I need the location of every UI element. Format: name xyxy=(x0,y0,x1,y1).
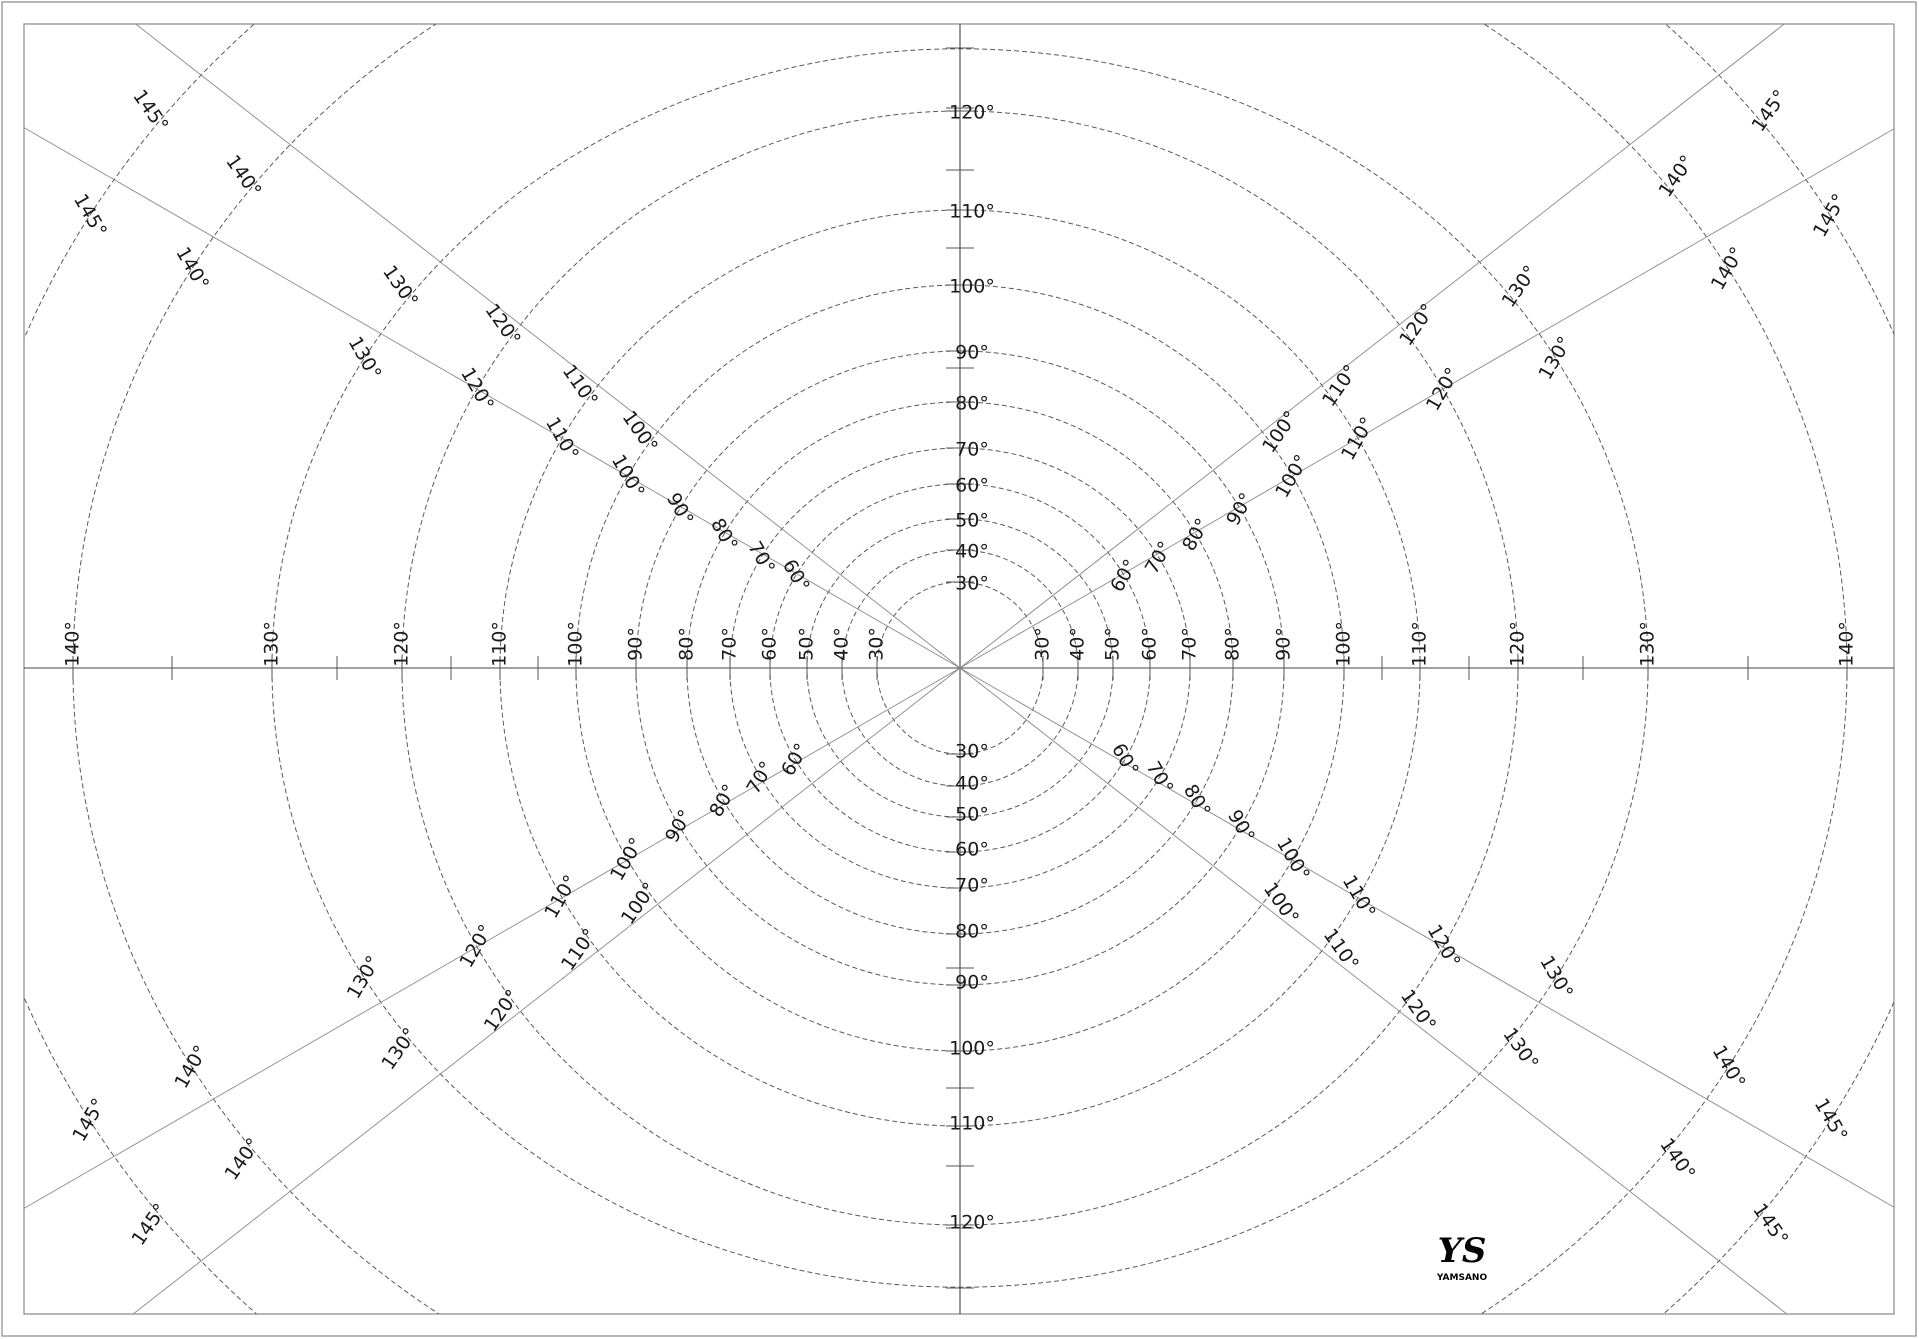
h-label-left-70: 70° xyxy=(718,627,741,661)
v-label-top-80: 80° xyxy=(955,392,989,415)
diag-a-150-110: 110° xyxy=(541,413,584,465)
diag-b-218-145: 145° xyxy=(127,1199,172,1250)
h-label-right-90: 90° xyxy=(1272,627,1295,661)
diag-a-30-70: 70° xyxy=(1140,537,1177,578)
diag-a-330-60: 60° xyxy=(1107,739,1143,780)
diag-b-142-130: 130° xyxy=(378,261,423,312)
v-label-top-60: 60° xyxy=(955,474,989,497)
v-label-bottom-50: 50° xyxy=(955,803,989,826)
h-label-left-100: 100° xyxy=(564,621,587,667)
h-label-left-80: 80° xyxy=(675,627,698,661)
h-label-right-100: 100° xyxy=(1332,621,1355,667)
v-label-top-40: 40° xyxy=(955,540,989,563)
diag-a-150-140: 140° xyxy=(171,243,214,294)
diag-a-30-80: 80° xyxy=(1178,514,1214,555)
h-label-right-60: 60° xyxy=(1138,627,1161,661)
logo xyxy=(1436,1231,1488,1283)
diag-a-150-90: 90° xyxy=(661,489,698,530)
diag-a-150-100: 100° xyxy=(606,450,649,502)
diag-a-210-140: 140° xyxy=(170,1041,213,1093)
h-label-right-130: 130° xyxy=(1636,621,1659,667)
diag-a-210-70: 70° xyxy=(742,757,779,798)
h-label-left-90: 90° xyxy=(624,627,647,661)
diag-a-30-100: 100° xyxy=(1271,450,1314,502)
diag-a-150-80: 80° xyxy=(706,514,742,555)
diag-b-218-140: 140° xyxy=(220,1134,265,1185)
v-label-top-70: 70° xyxy=(955,438,989,461)
v-label-top-100: 100° xyxy=(949,275,995,298)
diag-a-210-120: 120° xyxy=(455,920,498,972)
v-label-top-120: 120° xyxy=(949,101,995,124)
diag-a-330-110: 110° xyxy=(1337,871,1380,923)
diag-a-30-110: 110° xyxy=(1336,413,1379,465)
diag-b-322-110: 110° xyxy=(1318,924,1364,975)
diag-b-142-120: 120° xyxy=(480,299,525,350)
h-label-right-110: 110° xyxy=(1408,621,1431,667)
v-label-bottom-60: 60° xyxy=(955,838,989,861)
diag-a-210-60: 60° xyxy=(777,739,813,780)
diag-a-210-145: 145° xyxy=(68,1094,111,1146)
diag-a-150-60: 60° xyxy=(777,555,814,596)
h-label-left-140: 140° xyxy=(61,621,84,667)
diag-a-330-100: 100° xyxy=(1272,833,1314,885)
v-label-bottom-110: 110° xyxy=(949,1112,995,1135)
v-label-top-50: 50° xyxy=(955,509,989,532)
diag-b-38-100: 100° xyxy=(1258,406,1303,457)
diag-b-322-120: 120° xyxy=(1395,985,1441,1036)
h-label-right-140: 140° xyxy=(1835,621,1858,667)
v-label-bottom-30: 30° xyxy=(955,740,989,763)
diag-a-30-120: 120° xyxy=(1421,363,1464,415)
diag-a-330-120: 120° xyxy=(1422,920,1465,972)
v-label-bottom-100: 100° xyxy=(949,1037,995,1060)
h-label-left-110: 110° xyxy=(488,621,511,667)
h-label-right-120: 120° xyxy=(1506,621,1529,667)
h-label-right-50: 50° xyxy=(1101,627,1124,661)
logo-text: YAMSANO xyxy=(1436,1273,1488,1283)
v-label-bottom-70: 70° xyxy=(955,874,989,897)
diag-a-210-100: 100° xyxy=(606,833,648,885)
diag-b-142-145: 145° xyxy=(128,85,173,136)
h-label-left-50: 50° xyxy=(795,627,818,661)
diag-b-142-100: 100° xyxy=(617,406,662,457)
diag-b-322-145: 145° xyxy=(1748,1199,1793,1250)
diag-a-150-145: 145° xyxy=(69,190,112,241)
diag-b-142-140: 140° xyxy=(221,151,266,202)
diag-b-38-120: 120° xyxy=(1395,299,1440,350)
v-label-bottom-90: 90° xyxy=(955,971,989,994)
diag-a-330-90: 90° xyxy=(1223,806,1259,847)
diag-b-322-100: 100° xyxy=(1258,878,1304,929)
diag-a-30-145: 145° xyxy=(1808,190,1851,241)
diag-a-330-80: 80° xyxy=(1178,780,1215,821)
diag-b-218-100: 100° xyxy=(616,878,662,929)
diag-b-38-140: 140° xyxy=(1654,151,1699,202)
diag-b-38-130: 130° xyxy=(1497,261,1542,312)
diag-a-210-80: 80° xyxy=(705,780,742,821)
diag-a-30-130: 130° xyxy=(1534,332,1577,384)
diag-a-150-130: 130° xyxy=(343,332,386,384)
logo-mark: YS xyxy=(1437,1231,1487,1271)
diag-b-218-130: 130° xyxy=(377,1023,422,1074)
diag-b-322-140: 140° xyxy=(1655,1134,1700,1185)
h-label-right-80: 80° xyxy=(1221,627,1244,661)
diag-a-210-110: 110° xyxy=(540,871,583,923)
h-label-left-30: 30° xyxy=(865,627,888,661)
diag-b-38-110: 110° xyxy=(1317,360,1363,411)
v-label-top-110: 110° xyxy=(949,200,995,223)
diag-b-322-130: 130° xyxy=(1498,1023,1543,1074)
v-label-bottom-80: 80° xyxy=(955,920,989,943)
diag-a-150-120: 120° xyxy=(456,363,499,415)
h-label-left-130: 130° xyxy=(260,621,283,667)
diag-a-210-90: 90° xyxy=(661,806,697,847)
diag-b-38-145: 145° xyxy=(1747,85,1792,136)
diag-a-30-60: 60° xyxy=(1106,555,1143,596)
diag-a-30-90: 90° xyxy=(1222,489,1259,530)
v-label-bottom-120: 120° xyxy=(949,1211,995,1234)
diag-b-218-110: 110° xyxy=(556,924,602,975)
h-label-right-30: 30° xyxy=(1031,627,1054,661)
diag-a-210-130: 130° xyxy=(342,952,385,1003)
h-label-right-40: 40° xyxy=(1066,627,1089,661)
diag-a-30-140: 140° xyxy=(1706,243,1749,294)
diag-a-150-70: 70° xyxy=(743,537,780,578)
diag-a-330-70: 70° xyxy=(1141,757,1178,798)
diag-a-330-145: 145° xyxy=(1809,1094,1852,1146)
v-label-top-30: 30° xyxy=(955,572,989,595)
diag-a-330-140: 140° xyxy=(1707,1041,1750,1093)
v-label-top-90: 90° xyxy=(955,341,989,364)
h-label-left-60: 60° xyxy=(758,627,781,661)
h-label-right-70: 70° xyxy=(1178,627,1201,661)
h-label-left-120: 120° xyxy=(390,621,413,667)
diag-b-142-110: 110° xyxy=(557,360,603,411)
h-label-left-40: 40° xyxy=(830,627,853,661)
diag-a-330-130: 130° xyxy=(1535,952,1578,1003)
v-label-bottom-40: 40° xyxy=(955,772,989,795)
diag-b-218-120: 120° xyxy=(479,985,525,1036)
